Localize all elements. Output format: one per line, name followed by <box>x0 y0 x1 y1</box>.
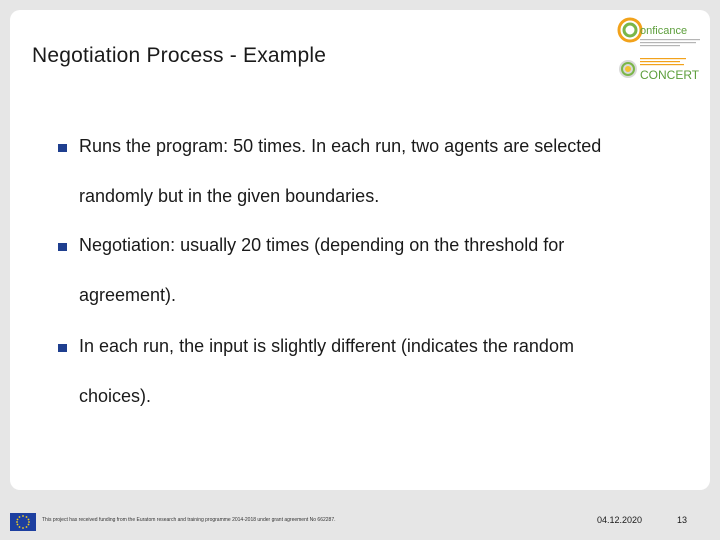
bullet-marker <box>58 144 67 152</box>
slide-title: Negotiation Process - Example <box>32 44 327 67</box>
bullet-text: Runs the program: 50 times. In each run, two agents are selected randomly but in the given boundaries. <box>79 136 602 206</box>
page-number: 13 <box>677 515 688 525</box>
bullet-marker <box>58 243 67 251</box>
slide-date: 04.12.2020 <box>597 515 643 525</box>
logo-top-label: onficance <box>640 25 688 37</box>
funding-notice: This project has received funding from the Euratom research and training programme 2014-2018 under grant agreement No 662287. <box>42 517 336 523</box>
onficance-logo <box>616 14 706 50</box>
bullet-marker <box>58 344 67 352</box>
eu-flag-icon <box>10 513 36 531</box>
concert-logo <box>616 52 706 86</box>
bullet-text: In each run, the input is slightly different (indicates the random choices). <box>79 336 574 406</box>
logo-bottom-label: CONCERT <box>640 68 700 82</box>
bullet-text: Negotiation: usually 20 times (depending on the threshold for agreement). <box>79 235 565 305</box>
